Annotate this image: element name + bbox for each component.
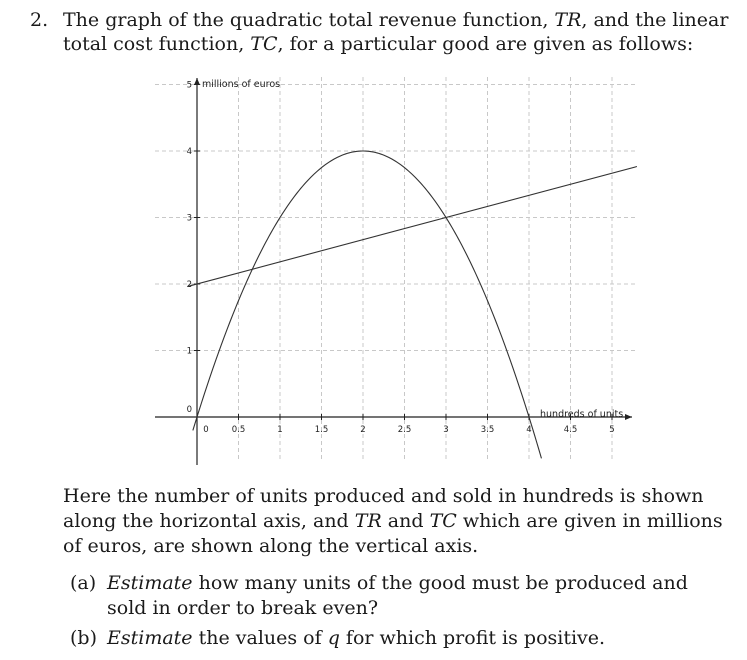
para-before-tr: Here the number of units produced and sold in hundreds is shown along the horizontal axis, and xyxy=(63,485,704,532)
y-tick-label: 2 xyxy=(186,280,192,290)
x-tick-label: 2 xyxy=(360,425,366,435)
question-intro xyxy=(30,8,730,56)
x-axis-label: hundreds of units xyxy=(540,409,624,420)
x-tick-label: 4.5 xyxy=(563,425,578,435)
y-tick-label: 1 xyxy=(186,346,192,357)
question-number: 2. xyxy=(30,9,49,31)
x-tick-label: 2.5 xyxy=(397,425,412,435)
grid-lines xyxy=(155,77,635,462)
part-b-body xyxy=(107,626,717,651)
tc-line xyxy=(186,167,637,287)
part-b-text-after: for which profit is positive. xyxy=(345,627,606,649)
explanation-paragraph xyxy=(63,484,723,559)
y-tick-label: 0 xyxy=(186,405,192,415)
x-tick-label: 3.5 xyxy=(480,425,495,435)
revenue-cost-graph xyxy=(150,72,640,467)
question-text xyxy=(63,8,730,56)
part-a xyxy=(70,571,710,619)
tr-curve xyxy=(193,151,542,458)
part-a-emphasis: Estimate xyxy=(107,572,193,594)
x-tick-label: 4 xyxy=(526,425,532,435)
intro-middle: , and the linear total cost function, xyxy=(63,9,729,55)
intro-before-tr: The graph of the quadratic total revenue function, xyxy=(63,9,549,31)
y-axis-arrow xyxy=(194,78,200,85)
x-tick-label: 1 xyxy=(277,425,283,435)
part-a-label: (a) xyxy=(70,572,97,594)
part-a-text: how many units of the good must be produced and sold in order to break even? xyxy=(107,572,688,619)
x-tick-label: 1.5 xyxy=(314,425,329,435)
part-b-variable: q xyxy=(327,627,340,649)
para-and: and xyxy=(387,510,424,532)
x-tick-label: 0 xyxy=(203,425,209,435)
intro-after: , for a particular good are given as follows: xyxy=(277,33,694,55)
axes xyxy=(155,78,632,465)
para-after-tc: which are given in millions of euros, are shown along the vertical axis. xyxy=(63,510,723,557)
tr-symbol: TR xyxy=(554,9,582,31)
x-tick-label: 5 xyxy=(609,425,615,435)
tick-labels xyxy=(187,81,615,436)
part-b-label: (b) xyxy=(70,627,97,649)
y-axis-label: millions of euros xyxy=(202,79,281,90)
x-tick-label: 3 xyxy=(443,425,449,435)
x-tick-label: 0.5 xyxy=(231,425,246,435)
y-tick-label: 5 xyxy=(186,80,192,91)
para-tr-symbol: TR xyxy=(354,510,382,532)
part-a-body xyxy=(107,571,717,621)
tc-symbol: TC xyxy=(250,33,278,55)
y-tick-label: 3 xyxy=(186,213,192,224)
para-tc-symbol: TC xyxy=(429,510,457,532)
part-b-emphasis: Estimate xyxy=(107,627,193,649)
x-axis-arrow xyxy=(625,414,632,420)
part-b-text: the values of xyxy=(198,627,322,649)
part-b xyxy=(70,626,710,651)
y-tick-label: 4 xyxy=(186,147,192,157)
